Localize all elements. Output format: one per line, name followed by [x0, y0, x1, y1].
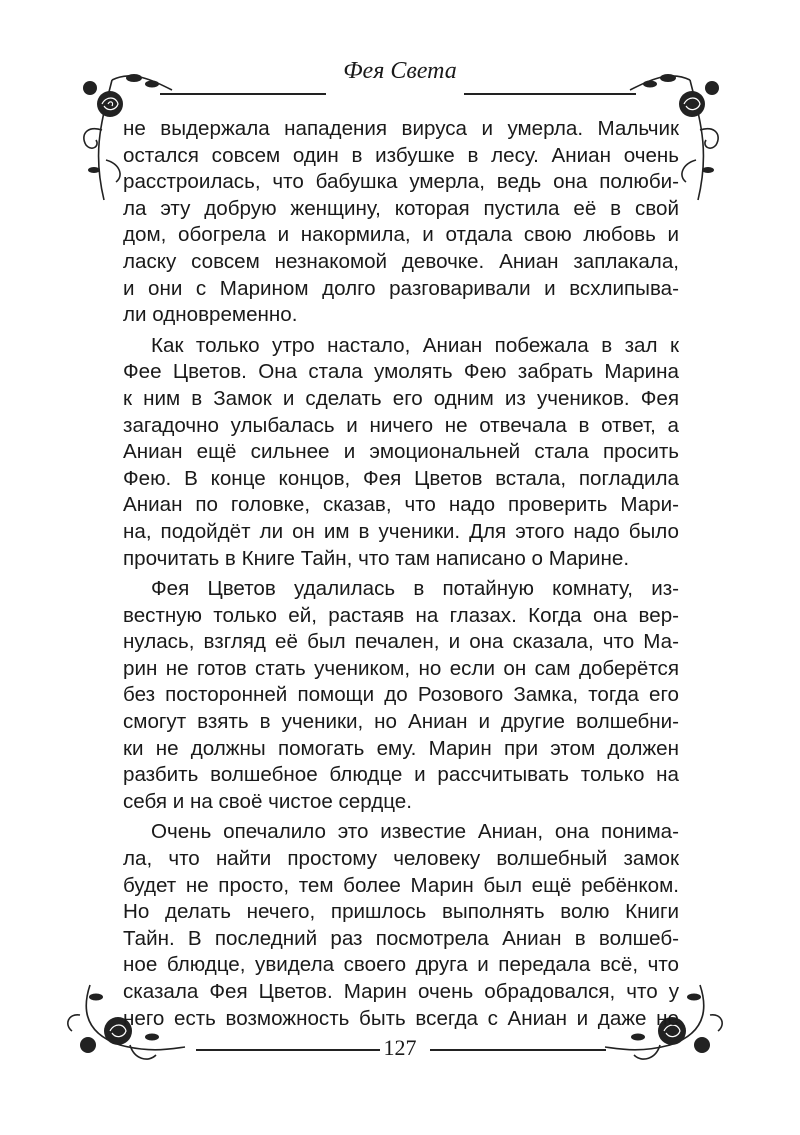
text-line: себя и на своё чистое сердце. — [123, 789, 412, 813]
text-line: без посторонней помощи до Розового Замка, тогда его — [123, 683, 679, 707]
paragraph-2 — [123, 333, 679, 572]
text-line: Аниан по головке, сказав, что надо проверить Мари- — [123, 493, 679, 517]
paragraph-3 — [123, 576, 679, 815]
text-line: ласку совсем незнакомой девочке. Аниан заплакала, — [123, 249, 679, 273]
text-line: к ним в Замок и сделать его одним из учеников. Фея — [123, 386, 679, 410]
text-line: не выдержала нападения вируса и умерла. Мальчик — [123, 117, 679, 140]
text-line: ки не должны помогать ему. Марин при этом должен — [123, 736, 679, 760]
text-line: Как только утро настало, Аниан побежала в зал к — [151, 333, 679, 357]
text-line: него есть возможность быть всегда с Аниан и даже не — [123, 1006, 679, 1030]
text-line: дом, обогрела и накормила, и отдала свою любовь и — [123, 223, 679, 247]
text-line: Фею. В конце концов, Фея Цветов встала, погладила — [123, 466, 679, 490]
page-body — [123, 116, 679, 1036]
footer-rule-right — [430, 1049, 606, 1051]
text-line: будет не просто, тем более Марин был ещё ребёнком. — [123, 873, 679, 897]
text-line: рин не готов стать учеником, но если он сам доберётся — [123, 656, 679, 680]
text-line: и они с Марином долго разговаривали и всхлипыва- — [123, 276, 679, 300]
text-line: Фея Цветов удалилась в потайную комнату, из- — [151, 577, 679, 601]
text-line: Но делать нечего, пришлось выполнять волю Книги — [123, 900, 679, 924]
text-line: расстроилась, что бабушка умерла, ведь она полюби- — [123, 170, 679, 194]
text-line: ла эту добрую женщину, которая пустила её в свой — [123, 196, 679, 220]
text-line: сказала Фея Цветов. Марин очень обрадовался, что у — [123, 980, 679, 1003]
text-line: разбить волшебное блюдце и рассчитывать только на — [123, 763, 679, 787]
text-line: Аниан ещё сильнее и эмоциональней стала просить — [123, 440, 679, 464]
text-line: смогут взять в ученики, но Аниан и другие волшебни- — [123, 710, 679, 734]
text-line: ное блюдце, увидела своего друга и передала всё, что — [123, 953, 679, 977]
paragraph-1 — [123, 116, 679, 329]
header-rule-right — [464, 93, 636, 95]
text-line: Очень опечалило это известие Аниан, она понима- — [151, 820, 679, 844]
page-number: 127 — [383, 1035, 417, 1060]
running-head: Фея Света — [343, 58, 457, 84]
header-rule-left — [160, 93, 326, 95]
text-line: Тайн. В последний раз посмотрела Аниан в волшеб- — [123, 926, 679, 950]
text-line: нулась, взгляд её был печален, и она сказала, что Ма- — [123, 630, 679, 654]
text-line: ла, что найти простому человеку волшебный замок — [123, 847, 679, 871]
text-line: ли одновременно. — [123, 303, 298, 327]
text-line: остался совсем один в избушке в лесу. Аниан очень — [123, 143, 679, 167]
paragraph-4 — [123, 819, 679, 1032]
text-line: загадочно улыбалась и ничего не отвечала в ответ, а — [123, 413, 679, 437]
text-line: вестную только ей, растаяв на глазах. Когда она вер- — [123, 603, 679, 627]
text-line: Фее Цветов. Она стала умолять Фею забрать Марина — [123, 360, 679, 384]
text-line: на, подойдёт ли он им в ученики. Для этого надо было — [123, 519, 679, 543]
text-line: прочитать в Книге Тайн, что там написано о Марине. — [123, 546, 630, 570]
